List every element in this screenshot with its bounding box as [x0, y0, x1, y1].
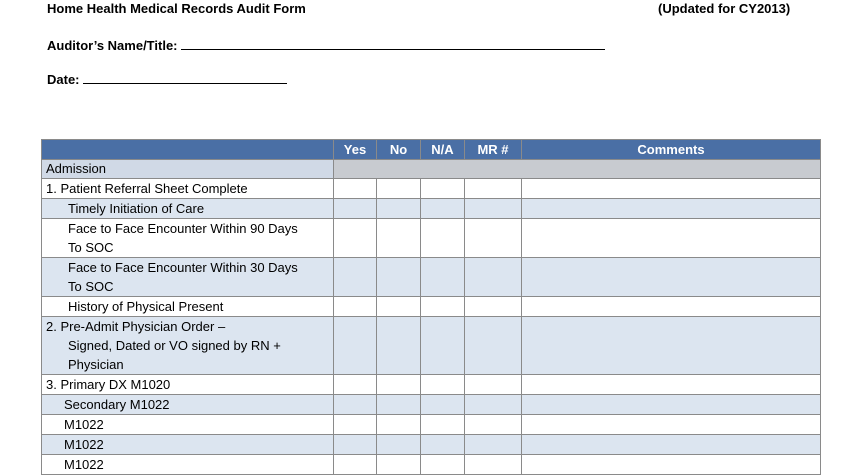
- row-label: 3. Primary DX M1020: [42, 375, 334, 395]
- no-cell[interactable]: [377, 435, 421, 455]
- yes-cell[interactable]: [334, 317, 377, 375]
- mr-cell[interactable]: [465, 199, 522, 219]
- comments-cell[interactable]: [522, 317, 821, 375]
- na-cell[interactable]: [421, 455, 465, 475]
- mr-cell[interactable]: [465, 317, 522, 375]
- comments-cell[interactable]: [522, 415, 821, 435]
- comments-cell[interactable]: [522, 258, 821, 297]
- table-row: [42, 395, 821, 415]
- yes-cell[interactable]: [334, 258, 377, 297]
- na-cell[interactable]: [421, 297, 465, 317]
- header-yes: Yes: [334, 140, 377, 160]
- table-row: [42, 179, 821, 199]
- no-cell[interactable]: [377, 179, 421, 199]
- row-label: 1. Patient Referral Sheet Complete: [42, 179, 334, 199]
- table-row: [42, 435, 821, 455]
- na-cell[interactable]: [421, 219, 465, 258]
- table-row: [42, 219, 821, 258]
- mr-cell[interactable]: [465, 375, 522, 395]
- no-cell[interactable]: [377, 199, 421, 219]
- row-label: Face to Face Encounter Within 90 Days To SOC: [42, 219, 334, 258]
- na-cell[interactable]: [421, 199, 465, 219]
- no-cell[interactable]: [377, 297, 421, 317]
- mr-cell[interactable]: [465, 435, 522, 455]
- yes-cell[interactable]: [334, 395, 377, 415]
- na-cell[interactable]: [421, 375, 465, 395]
- header-na: N/A: [421, 140, 465, 160]
- na-cell[interactable]: [421, 317, 465, 375]
- table-row: [42, 455, 821, 475]
- na-cell[interactable]: [421, 179, 465, 199]
- no-cell[interactable]: [377, 375, 421, 395]
- section-label: Admission: [42, 160, 334, 179]
- row-label: M1022: [42, 455, 334, 475]
- mr-cell[interactable]: [465, 297, 522, 317]
- table-row: [42, 375, 821, 395]
- form-title: Home Health Medical Records Audit Form: [47, 1, 306, 16]
- yes-cell[interactable]: [334, 199, 377, 219]
- updated-note: (Updated for CY2013): [658, 1, 791, 16]
- auditor-name-field[interactable]: [181, 37, 605, 50]
- comments-cell[interactable]: [522, 455, 821, 475]
- no-cell[interactable]: [377, 415, 421, 435]
- row-label: M1022: [42, 415, 334, 435]
- comments-cell[interactable]: [522, 219, 821, 258]
- na-cell[interactable]: [421, 415, 465, 435]
- comments-cell[interactable]: [522, 375, 821, 395]
- row-label: History of Physical Present: [42, 297, 334, 317]
- yes-cell[interactable]: [334, 435, 377, 455]
- date-field[interactable]: [83, 71, 287, 84]
- yes-cell[interactable]: [334, 297, 377, 317]
- row-label: M1022: [42, 435, 334, 455]
- header-mr: MR #: [465, 140, 522, 160]
- mr-cell[interactable]: [465, 455, 522, 475]
- mr-cell[interactable]: [465, 415, 522, 435]
- row-label: Secondary M1022: [42, 395, 334, 415]
- section-row: [42, 160, 821, 179]
- mr-cell[interactable]: [465, 219, 522, 258]
- header-comments: Comments: [522, 140, 821, 160]
- auditor-name-label: Auditor’s Name/Title:: [47, 38, 178, 53]
- table-header-row: [42, 140, 821, 160]
- row-label: Face to Face Encounter Within 30 Days To SOC: [42, 258, 334, 297]
- table-row: [42, 258, 821, 297]
- auditor-name-line: [47, 37, 605, 53]
- no-cell[interactable]: [377, 258, 421, 297]
- date-label: Date:: [47, 72, 80, 87]
- yes-cell[interactable]: [334, 455, 377, 475]
- no-cell[interactable]: [377, 395, 421, 415]
- row-label: 2. Pre-Admit Physician Order – Signed, Dated or VO signed by RN + Physician: [42, 317, 334, 375]
- table-row: [42, 297, 821, 317]
- section-fill: [334, 160, 821, 179]
- comments-cell[interactable]: [522, 435, 821, 455]
- mr-cell[interactable]: [465, 258, 522, 297]
- yes-cell[interactable]: [334, 219, 377, 258]
- date-line: [47, 71, 287, 87]
- mr-cell[interactable]: [465, 395, 522, 415]
- table-row: [42, 317, 821, 375]
- comments-cell[interactable]: [522, 199, 821, 219]
- audit-table: [41, 139, 821, 475]
- yes-cell[interactable]: [334, 375, 377, 395]
- header-no: No: [377, 140, 421, 160]
- table-row: [42, 199, 821, 219]
- no-cell[interactable]: [377, 317, 421, 375]
- comments-cell[interactable]: [522, 179, 821, 199]
- na-cell[interactable]: [421, 258, 465, 297]
- yes-cell[interactable]: [334, 179, 377, 199]
- na-cell[interactable]: [421, 395, 465, 415]
- na-cell[interactable]: [421, 435, 465, 455]
- table-row: [42, 415, 821, 435]
- no-cell[interactable]: [377, 219, 421, 258]
- row-label: Timely Initiation of Care: [42, 199, 334, 219]
- header-item: [42, 140, 334, 160]
- yes-cell[interactable]: [334, 415, 377, 435]
- mr-cell[interactable]: [465, 179, 522, 199]
- comments-cell[interactable]: [522, 395, 821, 415]
- comments-cell[interactable]: [522, 297, 821, 317]
- no-cell[interactable]: [377, 455, 421, 475]
